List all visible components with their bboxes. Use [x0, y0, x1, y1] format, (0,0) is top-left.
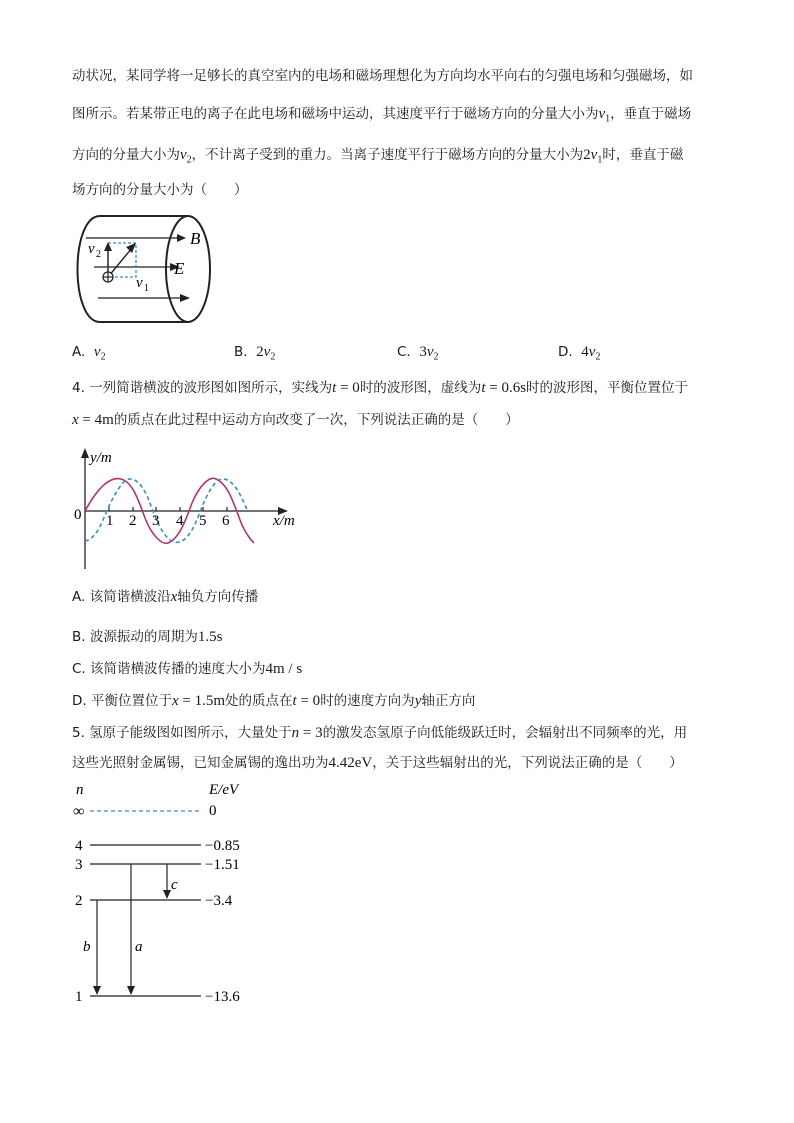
q4-option-d[interactable]: D. 平衡位置位于x = 1.5m处的质点在t = 0时的速度方向为y轴正方向	[72, 693, 476, 709]
level-1-e: −13.6	[205, 989, 240, 1005]
tick-label-4: 4	[176, 513, 184, 529]
tick-label-1: 1	[106, 513, 114, 529]
field-arrow-top	[177, 234, 186, 242]
q3-option-c[interactable]: C. $3v_2$	[397, 344, 439, 363]
transition-b-arrow	[93, 986, 101, 995]
label-v1-sub: 1	[144, 283, 149, 294]
q4-wave-graph	[70, 444, 310, 574]
transition-a-label: a	[135, 939, 143, 955]
q4-option-a[interactable]: A. 该简谐横波沿x轴负方向传播	[72, 589, 259, 605]
q3-text-line-3: 方向的分量大小为$v_2$，不计离子受到的重力。当离子速度平行于磁场方向的分量大小为$2v_1$时，垂直于磁	[72, 147, 684, 166]
tick-label-6: 6	[222, 513, 230, 529]
field-arrow-bottom	[180, 294, 190, 302]
q5-energy-level-diagram	[70, 780, 270, 1010]
tick-label-2: 2	[129, 513, 137, 529]
label-E: E	[174, 259, 185, 278]
level-inf-n: ∞	[73, 803, 85, 820]
resultant-arrow	[126, 243, 136, 253]
graph-ylabel: y/m	[90, 450, 112, 466]
q4-text-line-1: 4. 一列简谐横波的波形图如图所示，实线为t = 0时的波形图，虚线为t = 0.6s时的波形图，平衡位置位于	[72, 380, 689, 396]
label-B: B	[190, 229, 201, 248]
q3-text-line-1: 动状况，某同学将一足够长的真空室内的电场和磁场理想化为方向均水平向右的匀强电场和匀强磁场，如	[72, 68, 693, 84]
level-inf-e: 0	[209, 803, 217, 819]
transition-c-arrow	[163, 890, 171, 899]
q4-option-c[interactable]: C. 该简谐横波传播的速度大小为4m / s	[72, 661, 303, 677]
q3-text-line-2: 图所示。若某带正电的离子在此电场和磁场中运动，其速度平行于磁场方向的分量大小为$v_1$，垂直于磁场	[72, 106, 692, 125]
n-header: n	[76, 782, 84, 798]
graph-origin: 0	[74, 507, 82, 523]
transition-a-arrow	[127, 986, 135, 995]
q5-text-line-2: 这些光照射金属锡，已知金属锡的逸出功为4.42eV，关于这些辐射出的光，下列说法正确的是（ ）	[72, 755, 683, 771]
label-v1: v	[136, 275, 143, 291]
q5-text-line-1: 5. 氢原子能级图如图所示，大量处于n = 3的激发态氢原子向低能级跃迁时，会辐射出不同频率的光，用	[72, 725, 688, 741]
q4-text-line-2: x = 4m的质点在此过程中运动方向改变了一次，下列说法正确的是（ ）	[72, 412, 519, 428]
tick-label-5: 5	[199, 513, 207, 529]
q3-option-d[interactable]: D. $4v_2$	[558, 344, 601, 363]
level-1-n: 1	[75, 989, 83, 1005]
level-2-n: 2	[75, 893, 83, 909]
level-4-e: −0.85	[205, 838, 240, 854]
level-4-n: 4	[75, 838, 83, 854]
level-2-e: −3.4	[205, 893, 233, 909]
label-v2-sub: 2	[96, 249, 101, 260]
y-axis-arrow	[81, 448, 89, 458]
q4-option-b[interactable]: B. 波源振动的周期为1.5s	[72, 629, 223, 645]
e-header: E/eV	[209, 782, 239, 798]
q3-cylinder-figure	[70, 210, 220, 328]
level-3-n: 3	[75, 857, 83, 873]
transition-b-label: b	[83, 939, 91, 955]
graph-xlabel: x/m	[273, 513, 295, 529]
tick-label-3: 3	[152, 513, 160, 529]
q3-option-b[interactable]: B. $2v_2$	[234, 344, 276, 363]
level-3-e: −1.51	[205, 857, 240, 873]
transition-c-label: c	[171, 877, 178, 893]
q3-option-a[interactable]: A. $v_2$	[72, 344, 106, 363]
q3-text-line-4: 场方向的分量大小为（ ）	[72, 182, 248, 198]
label-v2: v	[88, 241, 95, 257]
